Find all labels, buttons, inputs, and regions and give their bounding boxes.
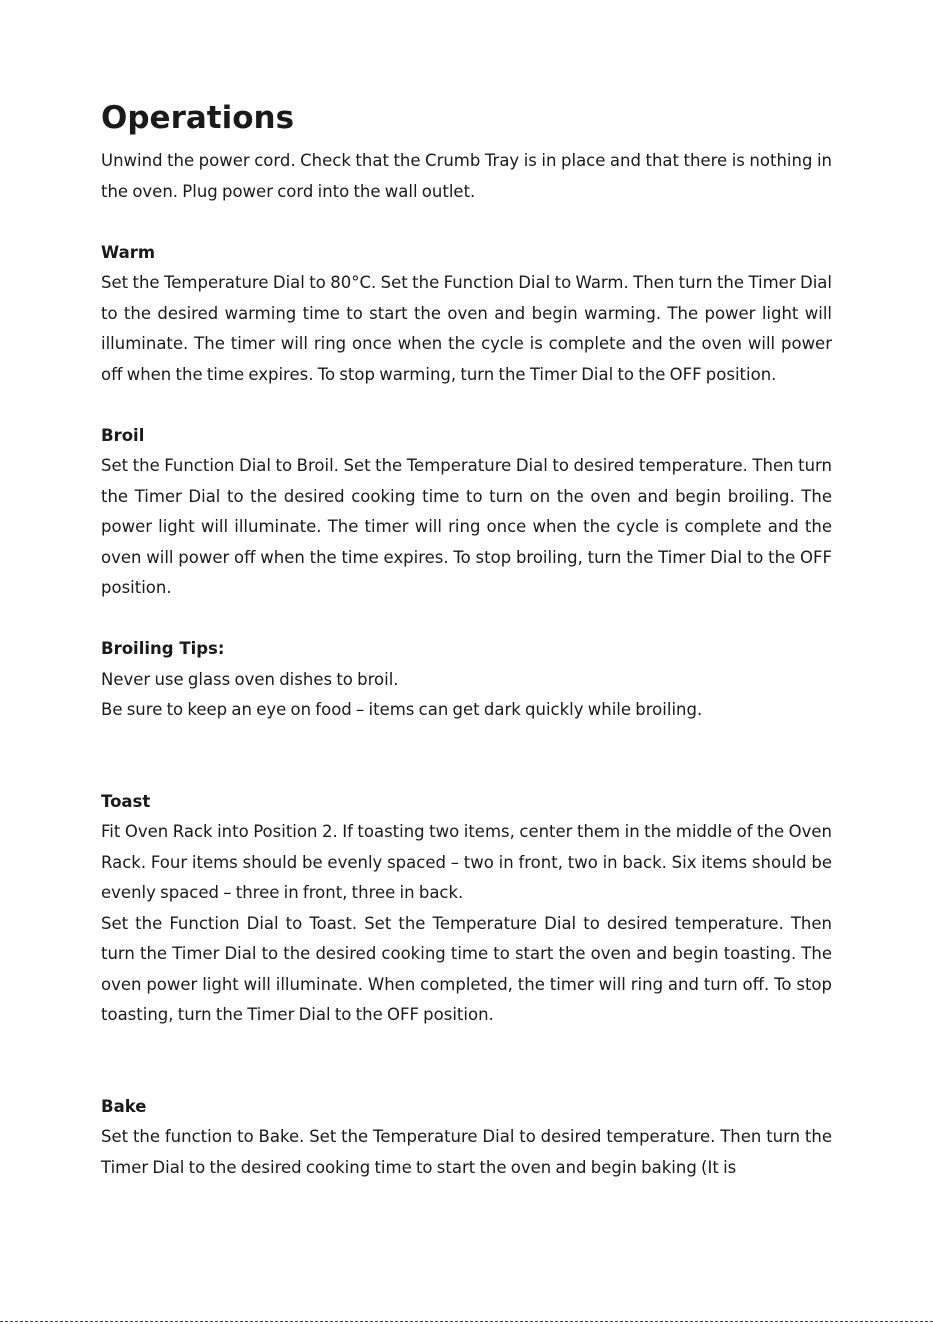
section-warm — [101, 238, 832, 391]
page-content — [101, 96, 832, 1183]
spacer — [101, 207, 832, 238]
section-heading-broiling-tips: Broiling Tips: — [101, 639, 225, 658]
section-heading-bake: Bake — [101, 1096, 147, 1116]
section-bake — [101, 1092, 832, 1184]
section-body-toast-steps: Set the Function Dial to Toast. Set the Temperature Dial to desired temperature. Then turn the Timer Dial to the desired cooking time to start the oven and begin toasting. The oven power light will illuminate. When completed, the timer will ring and turn off. To stop toasting, turn the Timer Dial to the OFF position. — [101, 913, 832, 1024]
section-heading-broil: Broil — [101, 425, 145, 445]
page-bottom-rule — [0, 1321, 933, 1322]
section-broiling-tips — [101, 634, 832, 726]
section-heading-warm: Warm — [101, 242, 156, 262]
section-body-bake: Set the function to Bake. Set the Temperature Dial to desired temperature. Then turn the Timer Dial to the desired cooking time to start the oven and begin baking (It is — [101, 1127, 832, 1177]
section-body-toast-rack: Fit Oven Rack into Position 2. If toasting two items, center them in the middle of the Oven Rack. Four items should be evenly spaced – two in front, two in back. Six items should be evenly spaced – three in front, three in back. — [101, 822, 832, 902]
spacer — [101, 604, 832, 635]
section-broil — [101, 421, 832, 604]
section-body-broil: Set the Function Dial to Broil. Set the Temperature Dial to desired temperature. Then turn the Timer Dial to the desired cooking time to turn on the oven and begin broiling. The power light will illuminate. The timer will ring once when the cycle is complete and the oven will power off when the time expires. To stop broiling, turn the Timer Dial to the OFF position. — [101, 456, 832, 597]
page-title: Operations — [101, 100, 295, 136]
section-toast — [101, 787, 832, 1031]
section-heading-toast: Toast — [101, 791, 151, 811]
spacer — [101, 1031, 832, 1092]
tip-item: Be sure to keep an eye on food – items can get dark quickly while broiling. — [101, 700, 703, 719]
section-body-warm: Set the Temperature Dial to 80°C. Set the Function Dial to Warm. Then turn the Timer Dial to the desired warming time to start the oven and begin warming. The power light will illuminate. The timer will ring once when the cycle is complete and the oven will power off when the time expires. To stop warming, turn the Timer Dial to the OFF position. — [101, 273, 832, 384]
spacer — [101, 726, 832, 787]
tip-item: Never use glass oven dishes to broil. — [101, 669, 399, 689]
intro-paragraph: Unwind the power cord. Check that the Crumb Tray is in place and that there is nothing in the oven. Plug power cord into the wall outlet. — [101, 151, 832, 201]
spacer — [101, 390, 832, 421]
